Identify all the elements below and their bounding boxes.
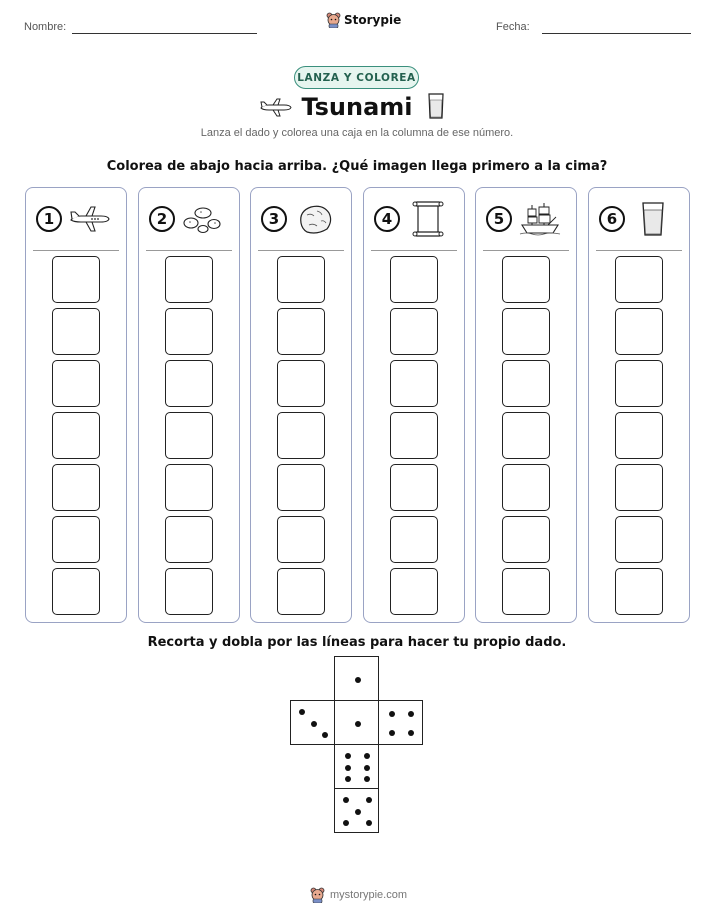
color-box[interactable] — [390, 516, 438, 563]
die-pip — [389, 730, 395, 736]
color-box[interactable] — [52, 412, 100, 459]
color-box[interactable] — [502, 568, 550, 615]
die-pip — [345, 753, 351, 759]
column-number: 2 — [149, 206, 175, 232]
color-box[interactable] — [390, 464, 438, 511]
color-box[interactable] — [165, 360, 213, 407]
color-box[interactable] — [502, 308, 550, 355]
page-title: Tsunami — [301, 93, 413, 121]
column-header — [486, 202, 566, 236]
column-3 — [250, 187, 352, 623]
bear-mascot-icon — [310, 887, 325, 903]
color-box[interactable] — [277, 412, 325, 459]
column-header — [374, 202, 454, 236]
brand-logo — [326, 12, 401, 28]
column-header — [149, 202, 229, 236]
die-pip — [322, 732, 328, 738]
name-line[interactable] — [72, 33, 257, 34]
column-divider — [596, 250, 682, 251]
die-pip — [408, 711, 414, 717]
color-box[interactable] — [390, 308, 438, 355]
die-pip — [408, 730, 414, 736]
column-number: 6 — [599, 206, 625, 232]
color-box[interactable] — [390, 412, 438, 459]
die-pip — [366, 820, 372, 826]
scroll-icon — [406, 201, 450, 237]
color-box[interactable] — [277, 568, 325, 615]
color-box[interactable] — [165, 568, 213, 615]
airplane-icon — [259, 97, 293, 117]
column-divider — [258, 250, 344, 251]
die-face-3 — [290, 700, 335, 745]
color-box[interactable] — [615, 360, 663, 407]
color-box[interactable] — [390, 360, 438, 407]
column-number: 3 — [261, 206, 287, 232]
color-box[interactable] — [615, 464, 663, 511]
die-face-1 — [334, 656, 379, 701]
column-1 — [25, 187, 127, 623]
die-pip — [355, 721, 361, 727]
column-header — [261, 202, 341, 236]
color-box[interactable] — [52, 308, 100, 355]
color-box[interactable] — [165, 516, 213, 563]
column-number: 1 — [36, 206, 62, 232]
cut-instruction: Recorta y dobla por las líneas para hacer tu propio dado. — [147, 635, 567, 650]
column-4 — [363, 187, 465, 623]
color-box[interactable] — [165, 256, 213, 303]
die-face-1 — [334, 700, 379, 745]
column-5 — [475, 187, 577, 623]
color-box[interactable] — [615, 516, 663, 563]
bear-mascot-icon — [326, 12, 341, 28]
color-box[interactable] — [277, 464, 325, 511]
color-box[interactable] — [165, 308, 213, 355]
brand-name: Storypie — [344, 13, 402, 27]
color-box[interactable] — [52, 360, 100, 407]
color-box[interactable] — [615, 568, 663, 615]
die-pip — [345, 776, 351, 782]
die-pip — [299, 709, 305, 715]
date-line[interactable] — [542, 33, 691, 34]
color-box[interactable] — [277, 308, 325, 355]
activity-badge: LANZA Y COLOREA — [294, 66, 419, 89]
die-pip — [389, 711, 395, 717]
column-number: 4 — [374, 206, 400, 232]
die-pip — [343, 820, 349, 826]
airplane-icon — [68, 201, 112, 237]
color-box[interactable] — [277, 360, 325, 407]
column-divider — [33, 250, 119, 251]
die-pip — [364, 765, 370, 771]
color-box[interactable] — [277, 516, 325, 563]
date-label: Fecha: — [496, 21, 530, 33]
color-box[interactable] — [615, 412, 663, 459]
column-divider — [146, 250, 232, 251]
die-pip — [355, 809, 361, 815]
color-box[interactable] — [502, 256, 550, 303]
rocks-icon — [181, 201, 225, 237]
color-box[interactable] — [277, 256, 325, 303]
die-pip — [345, 765, 351, 771]
color-box[interactable] — [502, 360, 550, 407]
die-pip — [343, 797, 349, 803]
column-divider — [483, 250, 569, 251]
die-face-4 — [378, 700, 423, 745]
column-header — [36, 202, 116, 236]
column-6 — [588, 187, 690, 623]
glass-of-water-icon — [428, 93, 444, 119]
column-divider — [371, 250, 457, 251]
rock-icon — [293, 201, 337, 237]
glass-of-water-icon — [631, 201, 675, 237]
subtitle: Lanza el dado y colorea una caja en la columna de ese número. — [200, 127, 514, 139]
color-box[interactable] — [52, 464, 100, 511]
color-box[interactable] — [390, 568, 438, 615]
color-box[interactable] — [52, 568, 100, 615]
instruction: Colorea de abajo hacia arriba. ¿Qué imagen llega primero a la cima? — [106, 159, 608, 174]
color-box[interactable] — [390, 256, 438, 303]
die-pip — [364, 776, 370, 782]
die-pip — [311, 721, 317, 727]
color-box[interactable] — [615, 308, 663, 355]
name-label: Nombre: — [24, 21, 67, 33]
column-number: 5 — [486, 206, 512, 232]
footer-url[interactable]: mystorypie.com — [330, 889, 408, 901]
die-pip — [355, 677, 361, 683]
column-header — [599, 202, 679, 236]
color-box[interactable] — [502, 516, 550, 563]
color-box[interactable] — [52, 516, 100, 563]
die-face-5 — [334, 788, 379, 833]
color-box[interactable] — [502, 464, 550, 511]
die-pip — [364, 753, 370, 759]
color-box[interactable] — [165, 412, 213, 459]
color-box[interactable] — [615, 256, 663, 303]
color-box[interactable] — [52, 256, 100, 303]
die-face-6 — [334, 744, 379, 789]
color-box[interactable] — [165, 464, 213, 511]
column-2 — [138, 187, 240, 623]
die-pip — [366, 797, 372, 803]
footer — [310, 887, 407, 903]
ship-icon — [518, 201, 562, 237]
color-box[interactable] — [502, 412, 550, 459]
